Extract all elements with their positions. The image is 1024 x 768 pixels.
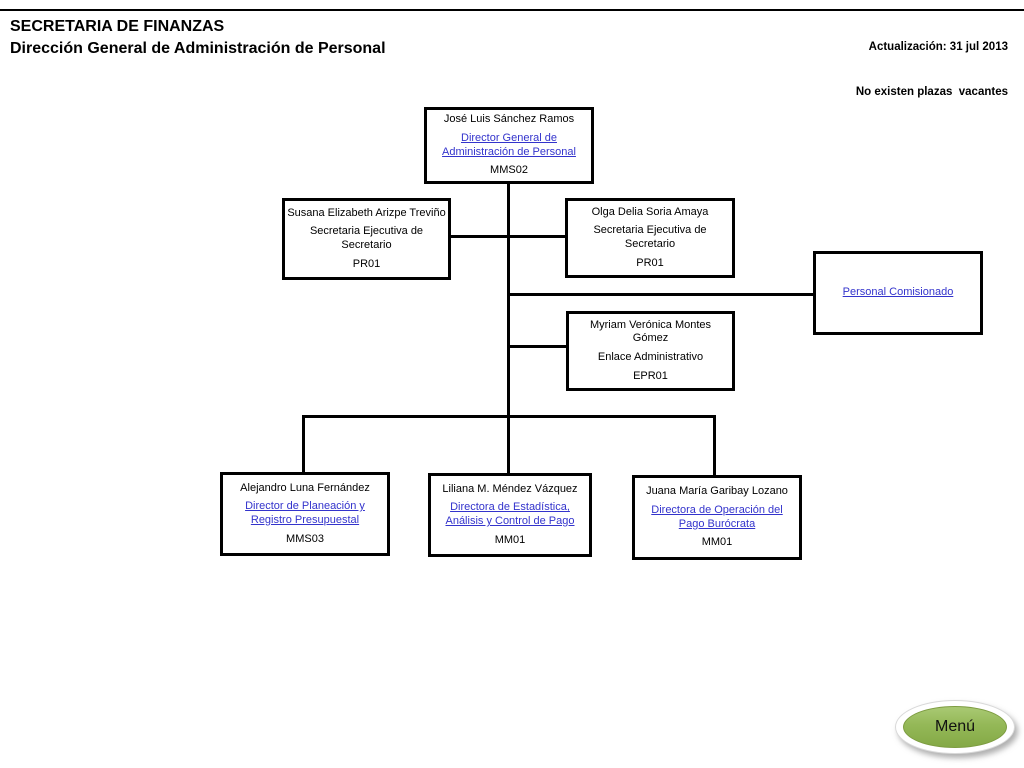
menu-button[interactable]	[895, 700, 1015, 754]
org-node-personal-comisionado	[813, 251, 983, 335]
role-title: Secretaria Ejecutiva de Secretario	[309, 225, 424, 251]
org-node-secretaria-ejecutiva-1	[282, 198, 451, 280]
person-name: Myriam Verónica Montes Gómez	[589, 318, 712, 345]
connector-bottom-row-horizontal	[302, 415, 716, 418]
menu-button-oval	[903, 706, 1007, 748]
connector-trunk-vertical	[507, 184, 510, 474]
page-subtitle: Dirección General de Administración de Personal	[10, 39, 386, 57]
org-node-enlace-administrativo	[566, 311, 735, 391]
org-node-secretaria-ejecutiva-2	[565, 198, 735, 278]
position-code: PR01	[352, 257, 381, 270]
role-title-link[interactable]: Directora de Operación del Pago Burócrata	[651, 503, 783, 530]
menu-button-label: Menú	[934, 718, 976, 735]
role-title: Enlace Administrativo	[597, 351, 704, 363]
role-title-link[interactable]: Director General de Administración de Personal	[442, 131, 576, 158]
position-code: MM01	[701, 536, 733, 549]
person-name: Liliana M. Méndez Vázquez	[442, 482, 578, 495]
connector-bottom-left-vertical	[302, 415, 305, 472]
role-title-link[interactable]: Personal Comisionado	[842, 286, 954, 299]
connector-bottom-right-vertical	[713, 415, 716, 475]
header-notes	[856, 10, 1008, 130]
position-code: MMS02	[490, 164, 528, 177]
role-title: Secretaria Ejecutiva de Secretario	[593, 224, 707, 250]
person-name: Alejandro Luna Fernández	[240, 481, 370, 494]
org-node-director-planeacion	[220, 472, 390, 556]
person-name: Susana Elizabeth Arizpe Treviño	[287, 206, 446, 219]
org-node-directora-estadistica	[428, 473, 592, 557]
role-title-link[interactable]: Director de Planeación y Registro Presupuestal	[245, 500, 365, 526]
position-code: MM01	[494, 533, 526, 546]
page-title: SECRETARIA DE FINANZAS	[10, 18, 225, 35]
page-header	[10, 16, 386, 59]
connector-personal-comisionado-horizontal	[507, 293, 813, 296]
position-code: PR01	[636, 256, 664, 269]
connector-enlace-horizontal	[507, 345, 566, 348]
org-node-director-general	[424, 107, 594, 184]
person-name: Juana María Garibay Lozano	[646, 485, 788, 497]
position-code: EPR01	[633, 369, 668, 382]
connector-secretaries-horizontal	[451, 235, 565, 238]
update-note: Actualización: 31 jul 2013	[868, 40, 1008, 53]
role-title-link[interactable]: Directora de Estadística, Análisis y Control de Pago	[445, 501, 575, 527]
person-name: Olga Delia Soria Amaya	[591, 205, 709, 218]
position-code: MMS03	[286, 532, 324, 545]
vacancy-note: No existen plazas vacantes	[855, 85, 1008, 98]
person-name: José Luis Sánchez Ramos	[443, 113, 575, 125]
org-node-directora-operacion	[632, 475, 802, 560]
